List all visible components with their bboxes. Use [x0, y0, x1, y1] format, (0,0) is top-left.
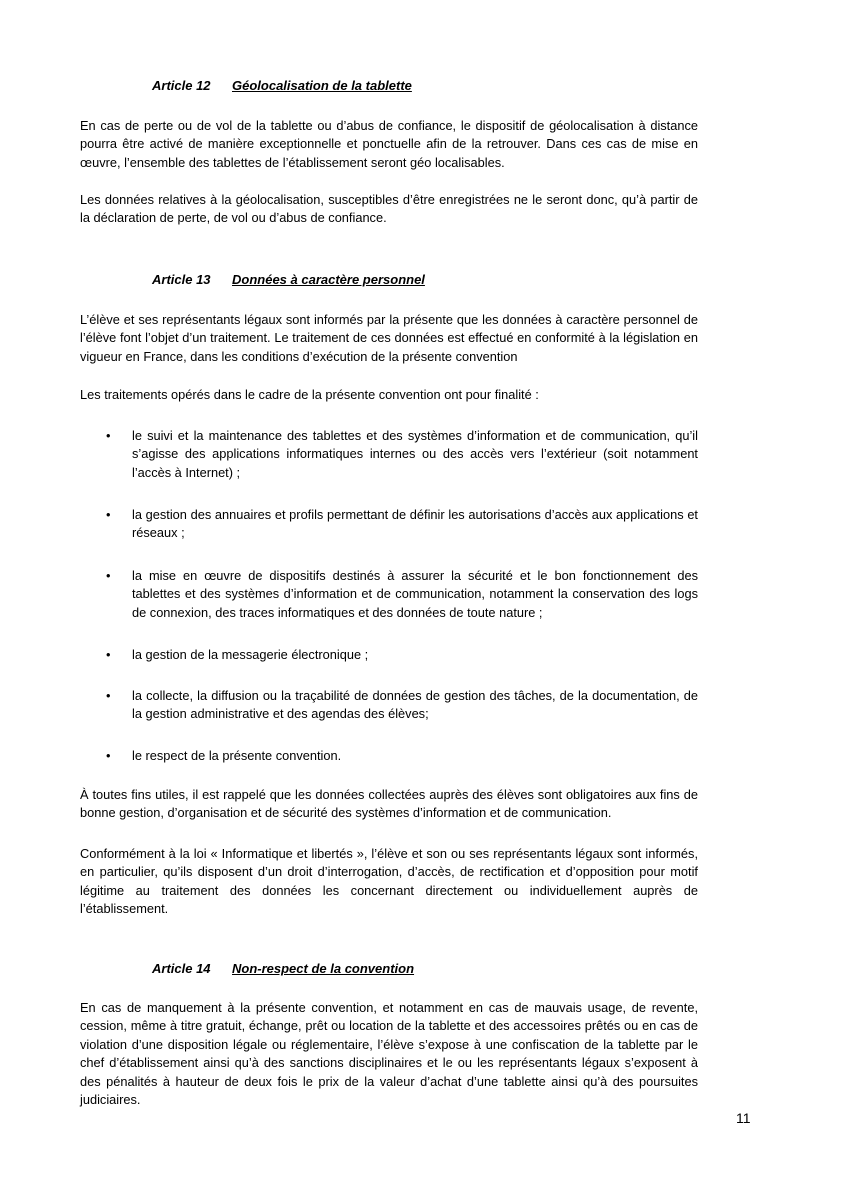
paragraph: Conformément à la loi « Informatique et libertés », l’élève et son ou ses représentants légaux sont informés, en particulier, qu’ils disposent d’un droit d’interrogation, d’accès, de rectification et d’opposition pour motif légitime au traitement des données les concernant directement ou individuellement auprès de l’établissement. [80, 846, 698, 917]
article-title: Géolocalisation de la tablette [232, 78, 412, 93]
article-number: Article 14 [152, 961, 211, 976]
article-12-heading [152, 78, 412, 93]
list-item: la mise en œuvre de dispositifs destinés à assurer la sécurité et le bon fonctionnement des tablettes et des systèmes d’information et de communication, notamment la conservation des logs de connexion, des traces informatiques et des données de toute nature ; [132, 568, 698, 620]
article-title: Non-respect de la convention [232, 961, 415, 976]
list-item: le suivi et la maintenance des tablettes et des systèmes d’information et de communication, qu’il s’agisse des applications informatiques internes ou des accès vers l’extérieur (soit notamment l’accès à Internet) ; [132, 428, 698, 480]
article-14-heading [152, 961, 414, 976]
bullet-icon: • [106, 688, 111, 703]
bullet-icon: • [106, 428, 111, 443]
page-number: 11 [736, 1110, 751, 1126]
paragraph: En cas de perte ou de vol de la tablette ou d’abus de confiance, le dispositif de géolocalisation à distance pourra être activé de manière exceptionnelle et ponctuelle afin de la retrouver. Dans ces cas de mise en œuvre, l’ensemble des tablettes de l’établissement seront géo localisables. [80, 118, 698, 170]
paragraph: L’élève et ses représentants légaux sont informés par la présente que les données à caractère personnel de l’élève font l’objet d’un traitement. Le traitement de ces données est effectué en conformité à la législation en vigueur en France, dans les conditions d’exécution de la présente convention [80, 312, 698, 364]
list-item: la gestion de la messagerie électronique ; [132, 647, 369, 662]
list-item: le respect de la présente convention. [132, 748, 342, 763]
bullet-icon: • [106, 647, 111, 662]
article-number: Article 12 [152, 78, 211, 93]
bullet-icon: • [106, 748, 111, 763]
paragraph: En cas de manquement à la présente convention, et notamment en cas de mauvais usage, de revente, cession, même à titre gratuit, échange, prêt ou location de la tablette et des accessoires prêtés ou en cas de violation d’une disposition légale ou réglementaire, l’élève s’expose à une confiscation de la tablette par le chef d’établissement ainsi qu’à des sanctions disciplinaires et le ou les représentants légaux s’exposent à des pénalités à hauteur de deux fois le prix de la valeur d’achat d’une tablette ainsi qu’à des poursuites judiciaires. [80, 1000, 698, 1108]
article-13-heading [152, 272, 425, 287]
article-title: Données à caractère personnel [232, 272, 425, 287]
bullet-icon: • [106, 507, 111, 522]
paragraph: À toutes fins utiles, il est rappelé que les données collectées auprès des élèves sont obligatoires aux fins de bonne gestion, d’organisation et de sécurité des systèmes d’information et de communication. [80, 787, 698, 821]
list-item: la collecte, la diffusion ou la traçabilité de données de gestion des tâches, de la documentation, de la gestion administrative et des agendas des élèves; [132, 688, 698, 722]
paragraph: Les traitements opérés dans le cadre de la présente convention ont pour finalité : [80, 387, 539, 402]
bullet-icon: • [106, 568, 111, 583]
paragraph: Les données relatives à la géolocalisation, susceptibles d’être enregistrées ne le seront donc, qu’à partir de la déclaration de perte, de vol ou d’abus de confiance. [80, 192, 698, 226]
article-number: Article 13 [152, 272, 211, 287]
list-item: la gestion des annuaires et profils permettant de définir les autorisations d’accès aux applications et réseaux ; [132, 507, 698, 541]
